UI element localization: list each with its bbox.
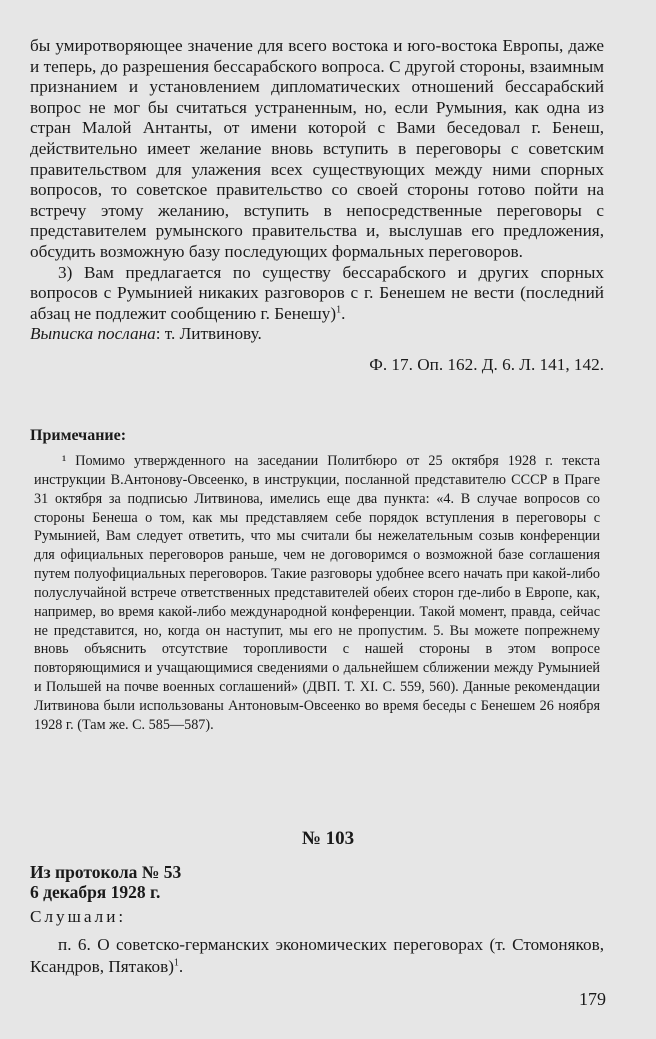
agenda-item-text-wrap bbox=[30, 934, 604, 978]
footnote-marker: 1 bbox=[173, 957, 179, 969]
paragraph-point-3-text: 3) Вам предлагается по существу бессарабского и других спорных вопросов с Румынией никаких разговоров с г. Бенешем не вести (последний абзац не подлежит сообщению г. Бенешу) bbox=[30, 262, 604, 323]
sent-line bbox=[30, 324, 604, 345]
footnote-text: ¹ Помимо утвержденного на заседании Политбюро от 25 октября 1928 г. текста инструкции В.Антонову-Овсеенко, в инструкции, посланной представителю СССР в Праге 31 октября за подписью Литвинова, имелись еще два пункта: «4. В случае вопросов со стороны Бенеша о том, как мы представляем себе порядок вступления в переговоры с Румынией, Вам следует ответить, что мы считали бы нежелательным созыв конференции для официальных переговоров раньше, чем не договоримся о возможной базе соглашения путем полуофициальных переговоров. Такие разговоры удобнее всего начать при какой-либо полуслучайной встрече ответственных представителей обеих сторон где-либо в Европе, как, например, во время какой-либо международной конференции. Такой момент, правда, сейчас не представится, но, когда он наступит, мы его не пропустим. 5. Вы можете попрежнему вновь объяснить отсутствие торопливости с нашей стороны в этом вопросе повторяющимися и учащающимися сведениями о дальнейшем сближении между Румынией и Польшей на почве военных соглашений» (ДВП. Т. XI. С. 559, 560). Данные рекомендации Литвинова были использованы Антоновым-Овсеенко во время беседы с Бенешем 26 ноября 1928 г. (Там же. С. 585—587). bbox=[34, 453, 600, 733]
archive-reference: Ф. 17. Оп. 162. Д. 6. Л. 141, 142. bbox=[369, 354, 604, 374]
paragraph-point-3 bbox=[30, 263, 604, 325]
document-title bbox=[30, 862, 604, 902]
notes-title: Примечание: bbox=[30, 427, 127, 444]
agenda-item-end: . bbox=[178, 957, 184, 976]
sent-label: Выписка послана bbox=[30, 324, 156, 344]
footnote-block bbox=[34, 452, 600, 735]
footnote-marker: 1 bbox=[336, 303, 342, 315]
main-text bbox=[30, 36, 604, 376]
page-number: 179 bbox=[579, 989, 606, 1009]
document-number: № 103 bbox=[301, 828, 355, 849]
paragraph-point-3-end: . bbox=[341, 303, 346, 323]
paragraph-continuation: бы умиротворяющее значение для всего востока и юго-востока Европы, даже и теперь, до разрешения бессарабского вопроса. С другой стороны, взаимным признанием и установлением дипломатических отношений бессарабский вопрос не мог бы считаться устраненным, но, если Румыния, как одна из стран Малой Антанты, от имени которой с Вами беседовал г. Бенеш, действительно имеет желание вновь вступить в переговоры с советским правительством для улажения всех существующих между ними спорных вопросов, то советское правительство со своей стороны готово пойти на встречу этому желанию, вступить в непосредственные переговоры с представителем румынского правительства и, выслушав его предложения, обсудить возможную базу последующих формальных переговоров. bbox=[30, 36, 604, 261]
document-title-protocol: Из протокола № 53 bbox=[30, 862, 182, 882]
sent-recipient: : т. Литвинову. bbox=[155, 324, 262, 344]
agenda-item-text: п. 6. О советско-германских экономических переговорах (т. Стомоняков, Ксандров, Пятаков) bbox=[30, 935, 604, 976]
agenda-item bbox=[30, 934, 604, 978]
document-title-date: 6 декабря 1928 г. bbox=[30, 882, 161, 902]
heard-heading: Слушали: bbox=[30, 907, 127, 926]
